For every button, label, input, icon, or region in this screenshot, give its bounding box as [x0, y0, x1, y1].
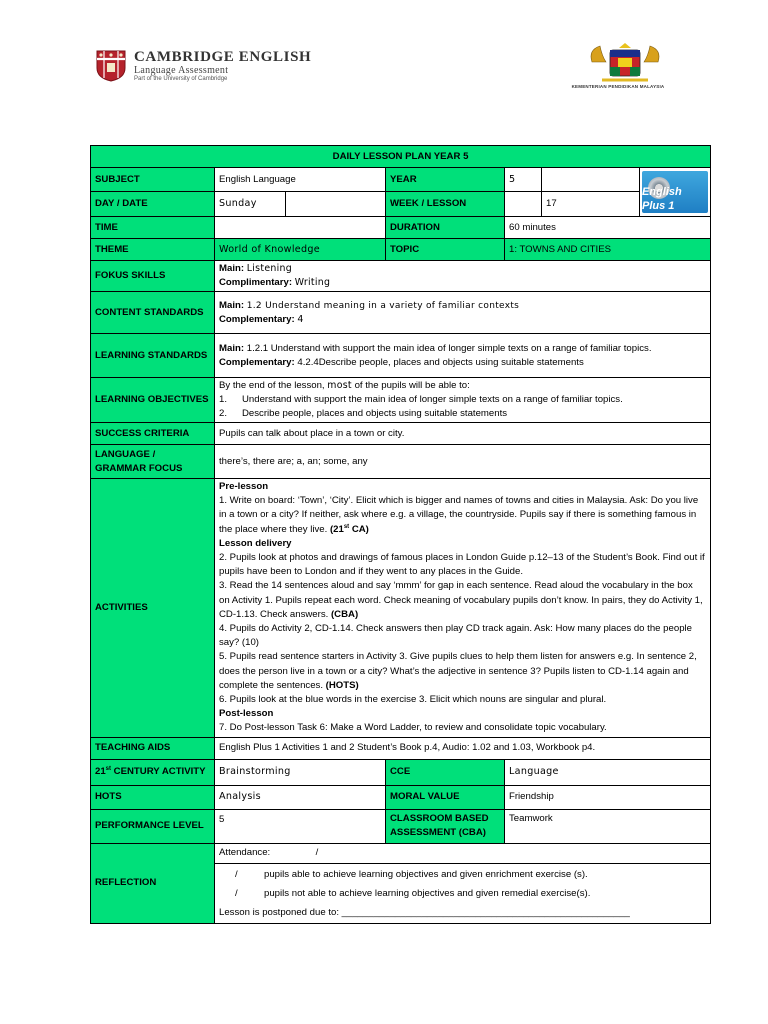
- activity-tag-part: (21: [329, 523, 344, 535]
- lesson-plan-table: [90, 145, 711, 924]
- cs-comp-label: Complementary:: [219, 313, 295, 325]
- hots-label: HOTS: [91, 785, 215, 809]
- lesson-delivery-heading: Lesson delivery: [219, 537, 292, 549]
- learning-standards-label: LEARNING STANDARDS: [91, 334, 215, 378]
- theme-value: World of Knowledge: [215, 239, 386, 261]
- attendance-slash: /: [315, 847, 319, 859]
- learning-objectives-cell: [215, 378, 711, 423]
- topic-label: TOPIC: [386, 239, 505, 261]
- fokus-main-label: Main:: [219, 263, 245, 274]
- subject-value: English Language: [215, 168, 386, 192]
- duration-label: DURATION: [386, 217, 505, 239]
- fokus-comp-value: Writing: [294, 277, 331, 288]
- activity-step: 6. Pupils look at the blue words in the exercise 3. Elicit which nouns are singular and plural.: [219, 694, 607, 706]
- reflection-slash: /: [235, 887, 238, 899]
- cs-main-label: Main:: [219, 299, 245, 311]
- success-criteria-value: Pupils can talk about place in a town or city.: [215, 423, 711, 445]
- fokus-main-value: Listening: [246, 263, 293, 274]
- century-label-part: 21: [95, 766, 106, 778]
- time-label: TIME: [91, 217, 215, 239]
- activity-step: 4. Pupils do Activity 2, CD-1.14. Check answers then play CD track again. Ask: How many places do the people say? (10): [219, 623, 692, 649]
- pre-lesson-heading: Pre-lesson: [219, 481, 269, 492]
- cce-value: Language: [505, 759, 711, 785]
- reflection-line: pupils not able to achieve learning objectives and given remedial exercise(s).: [264, 887, 591, 899]
- teaching-aids-value: English Plus 1 Activities 1 and 2 Student’s Book p.4, Audio: 1.02 and 1.03, Workbook p4.: [215, 737, 711, 759]
- subject-label: SUBJECT: [91, 168, 215, 192]
- language-focus-value: there’s, there are; a, an; some, any: [215, 445, 711, 479]
- activities-label: ACTIVITIES: [91, 479, 215, 738]
- lo-item-num: 2.: [219, 408, 228, 419]
- success-criteria-label: SUCCESS CRITERIA: [91, 423, 215, 445]
- book-cover-title: English Plus 1: [642, 186, 682, 212]
- century-label-sup: st: [105, 765, 112, 772]
- moral-value-value: Friendship: [505, 785, 711, 809]
- cs-main-value: 1.2 Understand meaning in a variety of familiar contexts: [246, 300, 520, 311]
- week-lesson-value: 17: [542, 192, 640, 217]
- lo-intro-b: most: [327, 380, 352, 391]
- day-date-label: DAY / DATE: [91, 192, 215, 217]
- learning-objectives-label: LEARNING OBJECTIVES: [91, 378, 215, 423]
- lo-intro-c: of the pupils will be able to:: [354, 380, 470, 391]
- lo-item-text: Understand with support the main idea of longer simple texts on a range of familiar topics.: [242, 394, 623, 405]
- theme-label: THEME: [91, 239, 215, 261]
- language-focus-label: [91, 445, 215, 479]
- teaching-aids-label: TEACHING AIDS: [91, 737, 215, 759]
- cambridge-crest-logo: [96, 50, 126, 82]
- content-standards-cell: [215, 292, 711, 334]
- week-lesson-label: WEEK / LESSON: [386, 192, 505, 217]
- ls-comp-label: Complementary:: [219, 356, 295, 368]
- century-activity-label: [91, 759, 215, 785]
- lo-item-num: 1.: [219, 394, 228, 405]
- plan-title: DAILY LESSON PLAN YEAR 5: [91, 146, 711, 168]
- book-cover-image: [640, 168, 711, 217]
- moral-value-label: MORAL VALUE: [386, 785, 505, 809]
- ls-main-label: Main:: [219, 342, 245, 354]
- activity-step: 7. Do Post-lesson Task 6: Make a Word Ladder, to review and consolidate topic vocabulary.: [219, 722, 607, 734]
- activity-tag: (CBA): [330, 608, 359, 620]
- reflection-cell: [215, 863, 711, 923]
- fokus-skills-label: FOKUS SKILLS: [91, 261, 215, 292]
- activity-step: 1. Write on board: ‘Town’, ‘City’. Elicit which is bigger and names of towns and cities in Malaysia. Ask: Do you live in a town or a city? If neither, ask where e.g. a village, the countryside. Pupils say if there is something famous in the place where they live.: [219, 495, 699, 535]
- lo-item-text: Describe people, places and objects using suitable statements: [242, 408, 508, 419]
- ls-comp-value: 4.2.4Describe people, places and objects using suitable statements: [297, 356, 584, 368]
- ls-main-value: 1.2.1 Understand with support the main idea of longer simple texts on a range of familiar topics.: [246, 342, 652, 354]
- date-cell: [286, 192, 386, 217]
- attendance-cell: [215, 843, 711, 863]
- postponed-line: Lesson is postponed due to: ______________________________________________________: [219, 906, 630, 918]
- duration-value: 60 minutes: [505, 217, 711, 239]
- activity-tag-sup: st: [343, 523, 350, 530]
- learning-standards-cell: [215, 334, 711, 378]
- century-label-part: CENTURY ACTIVITY: [111, 766, 206, 778]
- cba-value: Teamwork: [505, 809, 711, 843]
- language-focus-label-line1: LANGUAGE /: [95, 448, 156, 460]
- language-focus-label-line2: GRAMMAR FOCUS: [95, 462, 183, 474]
- activities-cell: [215, 479, 711, 738]
- ministry-name: KEMENTERIAN PENDIDIKAN MALAYSIA: [571, 84, 665, 89]
- post-lesson-heading: Post-lesson: [219, 708, 274, 720]
- performance-level-label: PERFORMANCE LEVEL: [91, 809, 215, 843]
- cs-comp-value: 4: [297, 313, 304, 325]
- activity-tag-part: CA): [349, 523, 369, 535]
- year-value: 5: [505, 168, 542, 192]
- org-subtitle: Language Assessment: [134, 65, 229, 76]
- attendance-label: Attendance:: [219, 847, 271, 859]
- lo-intro-a: By the end of the lesson,: [219, 380, 325, 391]
- org-note: Part of the University of Cambridge: [134, 76, 228, 82]
- performance-level-value: 5: [215, 809, 386, 843]
- century-activity-value: Brainstorming: [215, 759, 386, 785]
- activity-step: 3. Read the 14 sentences aloud and say ‘mmm’ for gap in each sentence. Read aloud the vocabulary in the box on Activity 1. Pupils repeat each word. Check meaning of vocabulary pupils don’t know. In pairs, they do Activity 1, CD-1.13. Check answers.: [219, 580, 703, 620]
- year-label: YEAR: [386, 168, 505, 192]
- cba-label: CLASSROOM BASED ASSESSMENT (CBA): [386, 809, 505, 843]
- reflection-slash: /: [235, 868, 238, 880]
- activity-step: 5. Pupils read sentence starters in Activity 3. Give pupils clues to help them listen for answers e.g. In sentence 2, does the person live in a town or a city? What’s the adjective in sentence 3? Pupils listen to CD-1.14 again and complete the sentences.: [219, 651, 697, 691]
- topic-value: 1: TOWNS AND CITIES: [505, 239, 711, 261]
- content-standards-label: CONTENT STANDARDS: [91, 292, 215, 334]
- fokus-skills-cell: [215, 261, 711, 292]
- day-date-value: Sunday: [215, 192, 286, 217]
- activity-tag: (HOTS): [325, 679, 359, 691]
- activity-step: 2. Pupils look at photos and drawings of famous places in London Guide p.12–13 of the Student’s Book. Find out if pupils have been to London and if they went to any places in the Guide.: [219, 552, 705, 578]
- hots-value: Analysis: [215, 785, 386, 809]
- activity-tag: [330, 524, 369, 535]
- cce-label: CCE: [386, 759, 505, 785]
- reflection-label: REFLECTION: [91, 843, 215, 923]
- reflection-line: pupils able to achieve learning objectives and given enrichment exercise (s).: [264, 868, 588, 880]
- time-value: [215, 217, 386, 239]
- fokus-comp-label: Complimentary:: [219, 277, 293, 288]
- org-title: CAMBRIDGE ENGLISH: [134, 49, 312, 65]
